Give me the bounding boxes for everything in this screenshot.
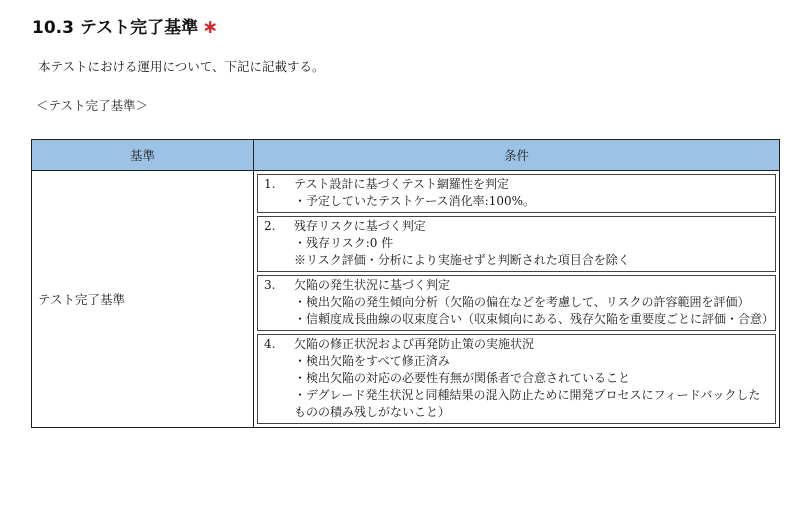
- condition-number: 1.: [264, 177, 276, 191]
- condition-title: 欠陥の発生状況に基づく判定: [294, 278, 451, 292]
- condition-number: 4.: [264, 337, 276, 351]
- criterion-cell: テスト完了基準: [32, 171, 254, 428]
- condition-title-row: [264, 336, 769, 353]
- condition-item: ・予定していたテストケース消化率:100%。: [294, 194, 536, 208]
- condition-number: 3.: [264, 278, 276, 292]
- condition-items: [264, 353, 769, 421]
- condition-number: 2.: [264, 219, 276, 233]
- condition-items: [264, 235, 769, 269]
- header-criterion: 基準: [32, 140, 254, 171]
- condition-block-4: [257, 334, 776, 424]
- section-title: 10.3 テスト完了基準: [32, 18, 199, 38]
- condition-title-row: [264, 218, 769, 235]
- completion-criteria-table: [31, 139, 780, 428]
- required-asterisk-icon: ∗: [202, 16, 219, 38]
- condition-title-row: [264, 176, 769, 193]
- condition-item: ・検出欠陥の対応の必要性有無が関係者で合意されていること: [294, 371, 631, 385]
- condition-item: ・検出欠陥をすべて修正済み: [294, 354, 450, 368]
- section-heading: [32, 16, 218, 39]
- table-row: [32, 171, 780, 428]
- condition-block-3: [257, 275, 776, 331]
- condition-item: ・デグレード発生状況と同種結果の混入防止ために開発プロセスにフィードバックしたものの積み残しがないこと）: [294, 388, 761, 419]
- condition-item: ・信頼度成長曲線の収束度合い（収束傾向にある、残存欠陥を重要度ごとに評価・合意）: [294, 312, 775, 326]
- condition-note: ※リスク評価・分析により実施せずと判断された項目合を除く: [294, 253, 630, 267]
- intro-text: 本テストにおける運用について、下記に記載する。: [38, 59, 325, 74]
- table-caption: ＜テスト完了基準＞: [36, 98, 149, 113]
- condition-items: [264, 294, 775, 328]
- condition-title-row: [264, 277, 769, 294]
- condition-title: 残存リスクに基づく判定: [294, 219, 426, 233]
- table-header-row: [32, 140, 780, 171]
- condition-item: ・残存リスク:0 件: [294, 236, 394, 250]
- condition-block-1: [257, 174, 776, 213]
- condition-block-2: [257, 216, 776, 272]
- conditions-cell: [254, 171, 780, 428]
- condition-items: [264, 193, 769, 210]
- condition-item: ・検出欠陥の発生傾向分析（欠陥の偏在などを考慮して、リスクの許容範囲を評価）: [294, 295, 750, 309]
- header-conditions: 条件: [254, 140, 780, 171]
- condition-title: テスト設計に基づくテスト網羅性を判定: [294, 177, 510, 191]
- condition-title: 欠陥の修正状況および再発防止策の実施状況: [294, 337, 535, 351]
